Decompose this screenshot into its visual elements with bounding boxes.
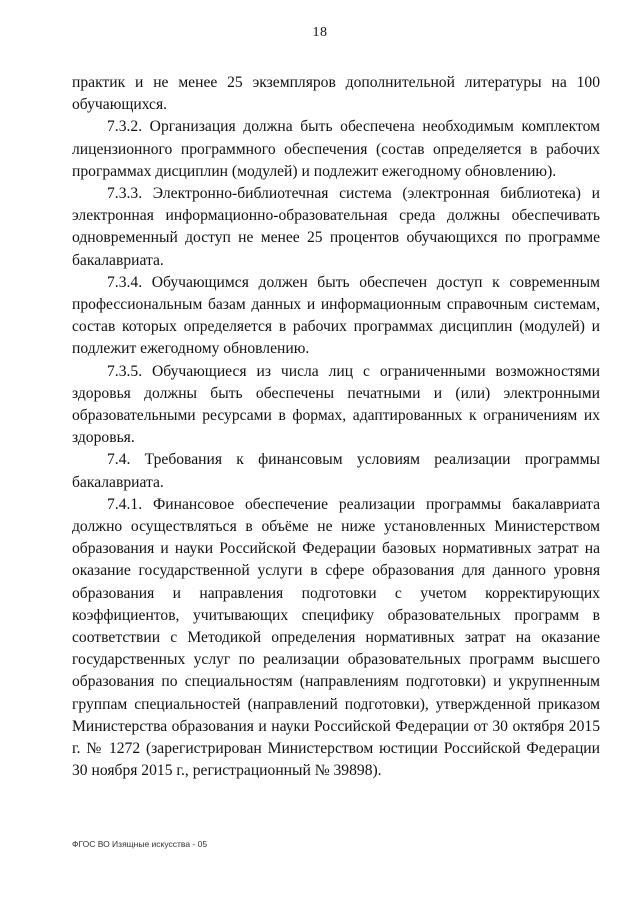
paragraph-continuation: практик и не менее 25 экземпляров дополнительной литературы на 100 обучающихся. (72, 74, 600, 114)
paragraph-7-4-heading: 7.4. Требования к финансовым условиям реализации программы бакалавриата. (72, 451, 600, 491)
paragraph-7-3-5: 7.3.5. Обучающиеся из числа лиц с ограниченными возможностями здоровья должны быть обеспечены печатными и (или) электронными образовательными ресурсами в формах, адаптированных к ограничениям их здоровья. (72, 362, 600, 447)
paragraph-7-4-1: 7.4.1. Финансовое обеспечение реализации программы бакалавриата должно осуществляться в объёме не ниже установленных Министерством образования и науки Российской Федерации базовых нормативных затрат на оказание государственной услуги в сфере образования для данного уровня образования и направления подготовки с учетом корректирующих коэффициентов, учитывающих специфику образовательных программ в соответствии с Методикой определения нормативных затрат на оказание государственных услуг по реализации образовательных программ высшего образования по специальностям (направлениям подготовки) и укрупненным группам специальностей (направлений подготовки), утвержденной приказом Министерства образования и науки Российской Федерации от 30 октября 2015 г. № 1272 (зарегистрирован Министерством юстиции Российской Федерации 30 ноября 2015 г., регистрационный № 39898). (72, 495, 600, 780)
paragraph-7-3-4: 7.3.4. Обучающимся должен быть обеспечен доступ к современным профессиональным базам данных и информационным справочным системам, состав которых определяется в рабочих программах дисциплин (модулей) и подлежит ежегодному обновлению. (72, 273, 600, 358)
paragraph-7-3-3: 7.3.3. Электронно-библиотечная система (электронная библиотека) и электронная информационно-образовательная среда должны обеспечивать одновременный доступ не менее 25 процентов обучающихся по программе бакалавриата. (72, 185, 600, 269)
document-body (72, 72, 600, 783)
footer-document-code: ФГОС ВО Изящные искусства - 05 (72, 839, 208, 849)
paragraph-7-3-2: 7.3.2. Организация должна быть обеспечена необходимым комплектом лицензионного программного обеспечения (состав определяется в рабочих программах дисциплин (модулей) и подлежит ежегодному обновлению). (72, 118, 600, 180)
page-number: 18 (312, 25, 328, 40)
